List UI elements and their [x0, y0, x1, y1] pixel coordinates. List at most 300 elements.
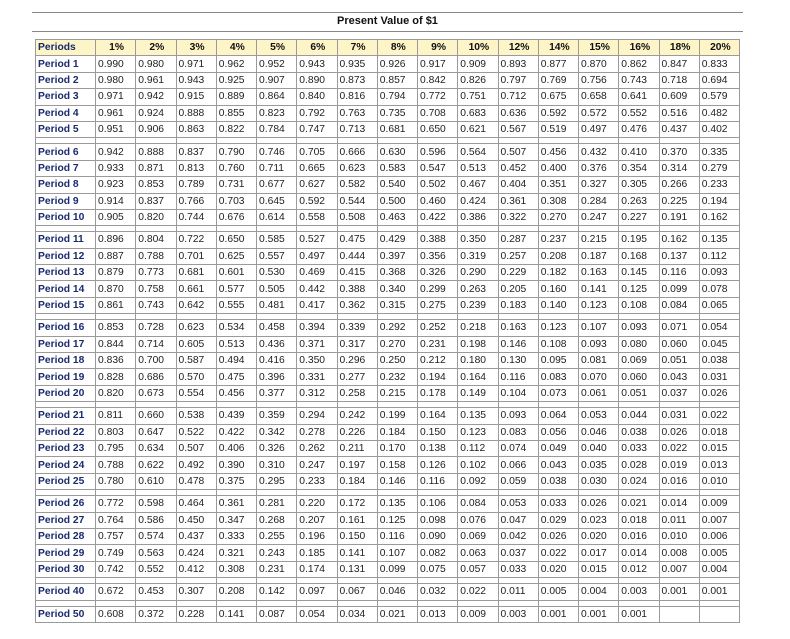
- pv-value-cell: 0.327: [579, 177, 619, 193]
- table-row: [36, 606, 740, 622]
- pv-value-cell: 0.763: [337, 105, 377, 121]
- pv-value-cell: 0.437: [659, 121, 699, 137]
- pv-value-cell: 0.087: [257, 606, 297, 622]
- pv-value-cell: 0.743: [136, 297, 176, 313]
- pv-value-cell: 0.672: [96, 584, 136, 600]
- pv-value-cell: 0.460: [418, 193, 458, 209]
- pv-value-cell: 0.756: [579, 72, 619, 88]
- pv-value-cell: 0.837: [136, 193, 176, 209]
- pv-value-cell: 0.513: [216, 336, 256, 352]
- pv-value-cell: 0.005: [699, 545, 739, 561]
- pv-value-cell: 0.592: [538, 105, 578, 121]
- pv-value-cell: 0.319: [458, 248, 498, 264]
- pv-value-cell: 0.558: [297, 209, 337, 225]
- pv-value-cell: 0.728: [136, 320, 176, 336]
- pv-value-cell: 0.361: [498, 193, 538, 209]
- pv-value-cell: 0.063: [458, 545, 498, 561]
- pv-value-cell: 0.368: [377, 265, 417, 281]
- pv-value-cell: 0.469: [297, 265, 337, 281]
- pv-value-cell: 0.075: [418, 561, 458, 577]
- pv-value-cell: 0.093: [579, 336, 619, 352]
- pv-value-cell: 0.083: [498, 424, 538, 440]
- table-row: [36, 369, 740, 385]
- pv-value-cell: 0.828: [96, 369, 136, 385]
- pv-value-cell: 0.033: [538, 496, 578, 512]
- pv-value-cell: 0.870: [579, 56, 619, 72]
- pv-value-cell: 0.008: [659, 545, 699, 561]
- pv-value-cell: 0.924: [136, 105, 176, 121]
- pv-value-cell: 0.534: [216, 320, 256, 336]
- pv-value-cell: 0.030: [579, 473, 619, 489]
- pv-value-cell: 0.935: [337, 56, 377, 72]
- pv-value-cell: 0.098: [418, 512, 458, 528]
- table-row: [36, 385, 740, 401]
- period-label: Period 21: [36, 408, 96, 424]
- period-label: Period 23: [36, 440, 96, 456]
- pv-value-cell: 0.476: [619, 121, 659, 137]
- pv-value-cell: 0.527: [297, 232, 337, 248]
- pv-value-cell: 0.097: [297, 584, 337, 600]
- pv-value-cell: 0.650: [216, 232, 256, 248]
- pv-value-cell: 0.184: [377, 424, 417, 440]
- pv-value-cell: 0.475: [216, 369, 256, 385]
- pv-value-cell: 0.769: [538, 72, 578, 88]
- pv-value-cell: 0.500: [377, 193, 417, 209]
- pv-value-cell: 0.024: [619, 473, 659, 489]
- rate-header: 8%: [377, 40, 417, 56]
- period-label: Period 11: [36, 232, 96, 248]
- table-row: [36, 408, 740, 424]
- pv-value-cell: 0.054: [297, 606, 337, 622]
- pv-value-cell: 0.645: [257, 193, 297, 209]
- pv-value-cell: 0.146: [498, 336, 538, 352]
- pv-value-cell: 0.033: [619, 440, 659, 456]
- pv-value-cell: 0.836: [96, 353, 136, 369]
- periods-header: Periods: [36, 40, 96, 56]
- period-label: Period 20: [36, 385, 96, 401]
- pv-value-cell: 0.037: [659, 385, 699, 401]
- pv-value-cell: 0.980: [136, 56, 176, 72]
- pv-value-cell: 0.415: [337, 265, 377, 281]
- pv-value-cell: 0.377: [257, 385, 297, 401]
- pv-value-cell: 0.018: [699, 424, 739, 440]
- pv-value-cell: 0.744: [176, 209, 216, 225]
- pv-value-cell: 0.675: [538, 89, 578, 105]
- pv-value-cell: 0.450: [176, 512, 216, 528]
- pv-value-cell: 0.125: [619, 281, 659, 297]
- pv-value-cell: 0.766: [176, 193, 216, 209]
- pv-value-cell: 0.031: [659, 408, 699, 424]
- period-label: Period 12: [36, 248, 96, 264]
- pv-value-cell: 0.375: [216, 473, 256, 489]
- pv-value-cell: 0.792: [297, 105, 337, 121]
- pv-value-cell: 0.278: [297, 424, 337, 440]
- pv-value-cell: 0.463: [377, 209, 417, 225]
- pv-value-cell: 0.388: [337, 281, 377, 297]
- pv-value-cell: 0.232: [377, 369, 417, 385]
- pv-value-cell: 0.231: [257, 561, 297, 577]
- pv-value-cell: 0.888: [136, 144, 176, 160]
- pv-value-cell: 0.452: [498, 160, 538, 176]
- pv-value-cell: 0.170: [377, 440, 417, 456]
- pv-value-cell: 0.051: [619, 385, 659, 401]
- pv-value-cell: 0.183: [498, 297, 538, 313]
- pv-value-cell: 0.107: [377, 545, 417, 561]
- pv-value-cell: 0.681: [176, 265, 216, 281]
- pv-value-cell: 0.207: [297, 512, 337, 528]
- pv-value-cell: 0.350: [458, 232, 498, 248]
- pv-value-cell: 0.555: [216, 297, 256, 313]
- pv-value-cell: 0.522: [176, 424, 216, 440]
- pv-value-cell: 0.926: [377, 56, 417, 72]
- pv-value-cell: 0.326: [257, 440, 297, 456]
- pv-value-cell: 0.281: [257, 496, 297, 512]
- pv-value-cell: 0.014: [659, 496, 699, 512]
- pv-value-cell: 0.009: [699, 496, 739, 512]
- pv-value-cell: 0.084: [458, 496, 498, 512]
- pv-value-cell: 0.492: [176, 457, 216, 473]
- pv-value-cell: 0.990: [96, 56, 136, 72]
- pv-value-cell: 0.864: [257, 89, 297, 105]
- pv-value-cell: 0.453: [136, 584, 176, 600]
- pv-value-cell: 0.439: [216, 408, 256, 424]
- pv-value-cell: 0.601: [216, 265, 256, 281]
- table-row: [36, 561, 740, 577]
- pv-value-cell: 0.123: [579, 297, 619, 313]
- pv-value-cell: 0.331: [297, 369, 337, 385]
- pv-value-cell: 0.917: [418, 56, 458, 72]
- pv-value-cell: 0.208: [538, 248, 578, 264]
- pv-value-cell: 0.464: [176, 496, 216, 512]
- pv-value-cell: 0.015: [699, 440, 739, 456]
- pv-value-cell: 0.394: [297, 320, 337, 336]
- pv-value-cell: 0.361: [216, 496, 256, 512]
- pv-value-cell: 0.660: [136, 408, 176, 424]
- pv-value-cell: 0.820: [96, 385, 136, 401]
- pv-value-cell: 0.083: [538, 369, 578, 385]
- pv-value-cell: 0.308: [538, 193, 578, 209]
- pv-value-cell: 0.390: [216, 457, 256, 473]
- pv-value-cell: 0.887: [96, 248, 136, 264]
- pv-value-cell: 0.069: [458, 528, 498, 544]
- pv-value-cell: 0.877: [538, 56, 578, 72]
- pv-value-cell: 0.013: [699, 457, 739, 473]
- pv-value-cell: 0.065: [699, 297, 739, 313]
- pv-value-cell: 0.417: [297, 297, 337, 313]
- pv-value-cell: 0.788: [96, 457, 136, 473]
- pv-value-cell: 0.388: [418, 232, 458, 248]
- table-body: [36, 56, 740, 623]
- period-label: Period 13: [36, 265, 96, 281]
- table-row: [36, 209, 740, 225]
- pv-value-cell: 0.162: [699, 209, 739, 225]
- pv-value-cell: 0.116: [418, 473, 458, 489]
- pv-value-cell: 0.145: [619, 265, 659, 281]
- pv-value-cell: 0.507: [176, 440, 216, 456]
- pv-value-cell: 0.339: [337, 320, 377, 336]
- pv-value-cell: 0.683: [458, 105, 498, 121]
- pv-value-cell: 0.252: [418, 320, 458, 336]
- period-label: Period 28: [36, 528, 96, 544]
- pv-value-cell: 0.141: [337, 545, 377, 561]
- pv-value-cell: 0.530: [257, 265, 297, 281]
- pv-value-cell: 0.043: [659, 369, 699, 385]
- pv-value-cell: 0.310: [257, 457, 297, 473]
- pv-value-cell: 0.554: [176, 385, 216, 401]
- pv-value-cell: 0.031: [699, 369, 739, 385]
- period-label: Period 5: [36, 121, 96, 137]
- pv-value-cell: 0.141: [216, 606, 256, 622]
- period-label: Period 50: [36, 606, 96, 622]
- pv-value-cell: 0.847: [659, 56, 699, 72]
- pv-value-cell: 0.502: [418, 177, 458, 193]
- pv-value-cell: 0.066: [498, 457, 538, 473]
- pv-value-cell: 0.011: [498, 584, 538, 600]
- pv-value-cell: 0.315: [377, 297, 417, 313]
- pv-value-cell: 0.376: [579, 160, 619, 176]
- pv-value-cell: 0.442: [297, 281, 337, 297]
- period-label: Period 7: [36, 160, 96, 176]
- pv-value-cell: 0.275: [418, 297, 458, 313]
- pv-value-cell: 0.296: [337, 353, 377, 369]
- pv-value-cell: 0.044: [619, 408, 659, 424]
- pv-value-cell: 0.184: [337, 473, 377, 489]
- pv-value-cell: 0.627: [297, 177, 337, 193]
- pv-value-cell: 0.146: [377, 473, 417, 489]
- pv-value-cell: 0.162: [659, 232, 699, 248]
- pv-value-cell: 0.104: [498, 385, 538, 401]
- pv-value-cell: 0.227: [619, 209, 659, 225]
- pv-value-cell: 0.080: [619, 336, 659, 352]
- pv-value-cell: 0.023: [579, 512, 619, 528]
- pv-value-cell: 0.708: [418, 105, 458, 121]
- pv-value-cell: 0.090: [418, 528, 458, 544]
- pv-value-cell: 0.016: [619, 528, 659, 544]
- pv-value-cell: 0.422: [216, 424, 256, 440]
- pv-value-cell: 0.001: [659, 584, 699, 600]
- pv-value-cell: 0.003: [619, 584, 659, 600]
- rate-header: 16%: [619, 40, 659, 56]
- pv-value-cell: 0.263: [619, 193, 659, 209]
- pv-value-cell: 0.567: [498, 121, 538, 137]
- table-row: [36, 440, 740, 456]
- pv-value-cell: 0.701: [176, 248, 216, 264]
- pv-value-cell: 0.942: [136, 89, 176, 105]
- pv-value-cell: 0.026: [538, 528, 578, 544]
- pv-value-cell: 0.262: [297, 440, 337, 456]
- pv-value-cell: 0.475: [337, 232, 377, 248]
- pv-value-cell: 0.037: [498, 545, 538, 561]
- pv-value-cell: 0.760: [216, 160, 256, 176]
- pv-value-cell: 0.797: [498, 72, 538, 88]
- pv-value-cell: 0.312: [297, 385, 337, 401]
- pv-value-cell: 0.925: [216, 72, 256, 88]
- table-row: [36, 105, 740, 121]
- pv-value-cell: 0.943: [176, 72, 216, 88]
- pv-value-cell: 0.242: [337, 408, 377, 424]
- pv-value-cell: 0.634: [136, 440, 176, 456]
- pv-value-cell: 0.218: [458, 320, 498, 336]
- period-label: Period 1: [36, 56, 96, 72]
- period-label: Period 25: [36, 473, 96, 489]
- pv-value-cell: 0.092: [458, 473, 498, 489]
- pv-value-cell: 0.022: [699, 408, 739, 424]
- rate-header: 9%: [418, 40, 458, 56]
- pv-value-cell: 0.135: [699, 232, 739, 248]
- pv-value-cell: 0.665: [297, 160, 337, 176]
- pv-value-cell: 0.045: [699, 336, 739, 352]
- pv-value-cell: 0.416: [257, 353, 297, 369]
- pv-value-cell: 0.429: [377, 232, 417, 248]
- pv-value-cell: 0.141: [579, 281, 619, 297]
- pv-value-cell: 0.003: [498, 606, 538, 622]
- period-label: Period 27: [36, 512, 96, 528]
- pv-value-cell: 0.102: [458, 457, 498, 473]
- pv-value-cell: 0.749: [96, 545, 136, 561]
- pv-value-cell: 0.164: [458, 369, 498, 385]
- pv-value-cell: 0.233: [297, 473, 337, 489]
- pv-value-cell: 0.266: [659, 177, 699, 193]
- pv-value-cell: 0.942: [96, 144, 136, 160]
- pv-value-cell: 0.676: [216, 209, 256, 225]
- pv-value-cell: 0.582: [337, 177, 377, 193]
- pv-value-cell: 0.436: [257, 336, 297, 352]
- period-label: Period 26: [36, 496, 96, 512]
- pv-value-cell: 0.270: [377, 336, 417, 352]
- pv-value-cell: 0.038: [699, 353, 739, 369]
- pv-value-cell: 0.108: [619, 297, 659, 313]
- pv-value-cell: 0.011: [659, 512, 699, 528]
- pv-value-cell: 0.906: [136, 121, 176, 137]
- pv-value-cell: 0.780: [96, 473, 136, 489]
- pv-value-cell: 0.456: [538, 144, 578, 160]
- pv-value-cell: 0.116: [377, 528, 417, 544]
- pv-value-cell: 0.647: [136, 424, 176, 440]
- pv-value-cell: 0.890: [297, 72, 337, 88]
- pv-value-cell: 0.622: [136, 457, 176, 473]
- pv-value-cell: 0.208: [216, 584, 256, 600]
- pv-value-cell: 0.150: [337, 528, 377, 544]
- pv-value-cell: 0.614: [257, 209, 297, 225]
- pv-value-cell: 0.788: [136, 248, 176, 264]
- pv-value-cell: 0.386: [458, 209, 498, 225]
- period-label: Period 22: [36, 424, 96, 440]
- pv-value-cell: 0.587: [176, 353, 216, 369]
- pv-value-cell: 0.826: [458, 72, 498, 88]
- period-label: Period 15: [36, 297, 96, 313]
- pv-value-cell: 0.905: [96, 209, 136, 225]
- pv-value-cell: 0.686: [136, 369, 176, 385]
- pv-value-cell: 0.507: [498, 144, 538, 160]
- pv-value-cell: 0.757: [96, 528, 136, 544]
- pv-value-cell: 0.185: [297, 545, 337, 561]
- pv-value-cell: 0.294: [297, 408, 337, 424]
- table-row: [36, 297, 740, 313]
- period-label: Period 17: [36, 336, 96, 352]
- pv-value-cell: 0.116: [498, 369, 538, 385]
- pv-value-cell: 0.142: [257, 584, 297, 600]
- pv-value-cell: 0.279: [699, 160, 739, 176]
- pv-value-cell: 0.053: [498, 496, 538, 512]
- pv-value-cell: 0.295: [257, 473, 297, 489]
- table-row: [36, 232, 740, 248]
- pv-value-cell: 0.046: [579, 424, 619, 440]
- pv-value-cell: 0.873: [337, 72, 377, 88]
- pv-value-cell: 0.952: [257, 56, 297, 72]
- pv-value-cell: 0.424: [176, 545, 216, 561]
- pv-value-cell: 0.636: [498, 105, 538, 121]
- pv-value-cell: 0.731: [216, 177, 256, 193]
- pv-value-cell: 0.661: [176, 281, 216, 297]
- pv-value-cell: 0.714: [136, 336, 176, 352]
- pv-value-cell: 0.861: [96, 297, 136, 313]
- pv-value-cell: 0.060: [619, 369, 659, 385]
- pv-value-cell: 0.046: [377, 584, 417, 600]
- pv-value-cell: 0.022: [659, 440, 699, 456]
- pv-value-cell: 0.837: [176, 144, 216, 160]
- pv-value-cell: 0.794: [377, 89, 417, 105]
- pv-value-cell: 0.322: [498, 209, 538, 225]
- pv-value-cell: 0.160: [538, 281, 578, 297]
- pv-value-cell: 0.853: [96, 320, 136, 336]
- pv-value-cell: 0.596: [418, 144, 458, 160]
- pv-value-cell: 0.335: [699, 144, 739, 160]
- pv-value-cell: 0.163: [579, 265, 619, 281]
- pv-value-cell: 0.742: [96, 561, 136, 577]
- pv-value-cell: 0.356: [418, 248, 458, 264]
- pv-value-cell: 0.035: [579, 457, 619, 473]
- pv-value-cell: 0.879: [96, 265, 136, 281]
- pv-value-cell: 0.572: [579, 105, 619, 121]
- rate-header: 4%: [216, 40, 256, 56]
- pv-value-cell: 0.677: [257, 177, 297, 193]
- table-row: [36, 584, 740, 600]
- pv-value-cell: 0.051: [659, 353, 699, 369]
- pv-value-cell: 0.951: [96, 121, 136, 137]
- table-row: [36, 473, 740, 489]
- pv-value-cell: 0.552: [619, 105, 659, 121]
- pv-value-cell: 0.215: [579, 232, 619, 248]
- pv-value-cell: 0.082: [418, 545, 458, 561]
- pv-value-cell: 0.108: [538, 336, 578, 352]
- pv-value-cell: 0.943: [297, 56, 337, 72]
- pv-value-cell: 0.140: [538, 297, 578, 313]
- pv-value-cell: 0.833: [699, 56, 739, 72]
- pv-value-cell: 0.889: [216, 89, 256, 105]
- pv-value-cell: 0.081: [579, 353, 619, 369]
- pv-value-cell: 0.026: [579, 496, 619, 512]
- table-row: [36, 545, 740, 561]
- pv-value-cell: 0.021: [619, 496, 659, 512]
- period-label: Period 6: [36, 144, 96, 160]
- pv-value-cell: 0.070: [579, 369, 619, 385]
- pv-value-cell: 0.362: [337, 297, 377, 313]
- pv-value-cell: 0.923: [96, 177, 136, 193]
- pv-value-cell: 0.220: [297, 496, 337, 512]
- pv-value-cell: 0.326: [418, 265, 458, 281]
- pv-value-cell: 0.842: [418, 72, 458, 88]
- pv-value-cell: 0.751: [458, 89, 498, 105]
- pv-value-cell: 0.333: [216, 528, 256, 544]
- pv-table-frame: [32, 12, 743, 619]
- pv-value-cell: 0.161: [337, 512, 377, 528]
- pv-value-cell: 0.229: [498, 265, 538, 281]
- pv-value-cell: 0.194: [699, 193, 739, 209]
- pv-value-cell: 0.764: [96, 512, 136, 528]
- pv-value-cell: 0.014: [619, 545, 659, 561]
- header-row: [36, 40, 740, 56]
- pv-value-cell: 0.371: [297, 336, 337, 352]
